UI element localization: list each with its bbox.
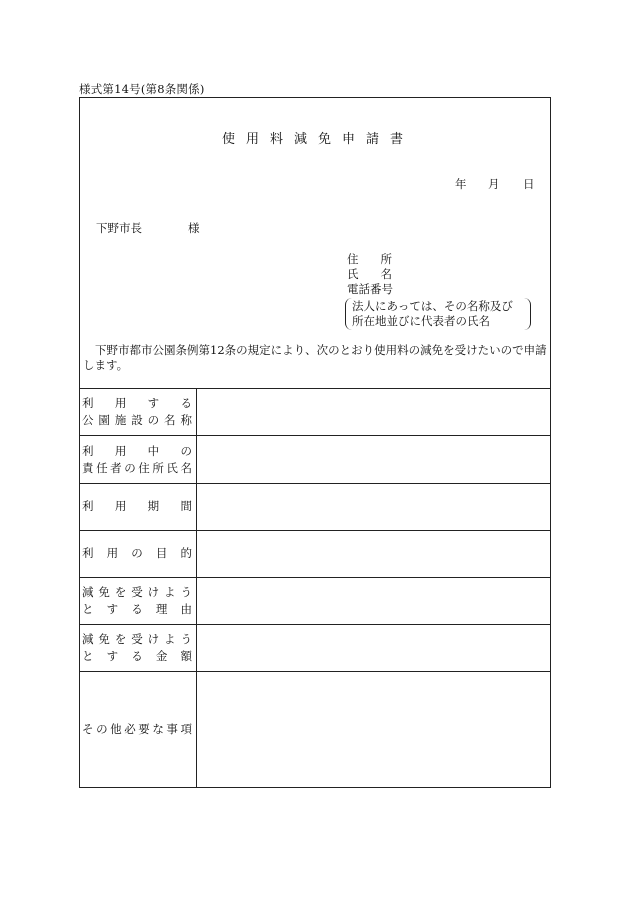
- input-reduction-amount[interactable]: [197, 625, 550, 671]
- corporate-note-line2: 所在地並びに代表者の氏名: [352, 314, 490, 328]
- title-char: 料: [269, 132, 294, 147]
- title-char: 請: [366, 132, 391, 147]
- form-number: 様式第14号(第8条関係): [79, 82, 205, 96]
- row-label-facility-name: 利 用 す る 公 園 施 設 の 名 称: [82, 396, 192, 427]
- input-other-matters[interactable]: [197, 672, 550, 787]
- title-char: 減: [293, 132, 318, 147]
- row-label-reduction-amount: 減 免 を 受 け よ う と す る 金 額: [82, 632, 192, 663]
- row-label-usage-period: 利 用 期 間: [82, 499, 192, 513]
- applicant-address-label: [347, 251, 392, 267]
- title-char: 免: [318, 132, 343, 147]
- recipient-honorific: 様: [188, 221, 200, 235]
- input-responsible-person[interactable]: [197, 436, 550, 483]
- input-usage-period[interactable]: [197, 484, 550, 530]
- label-char: 名: [380, 267, 392, 281]
- date-month: 月: [488, 177, 500, 191]
- recipient-name: 下野市長: [96, 221, 142, 235]
- label-char: 所: [380, 252, 392, 266]
- row-label-responsible-person: 利 用 中 の 責 任 者 の 住 所 氏 名: [82, 444, 192, 475]
- input-usage-purpose[interactable]: [197, 531, 550, 577]
- title-char: 使: [221, 132, 246, 147]
- corporate-note-bracket: [345, 298, 531, 330]
- row-label-usage-purpose: 利 用 の 目 的: [82, 546, 192, 560]
- date-day: 日: [523, 177, 535, 191]
- applicant-name-label: [347, 266, 392, 282]
- corporate-note-line1: 法人にあっては、その名称及び: [352, 299, 513, 313]
- title-char: 書: [390, 132, 415, 147]
- title-char: 用: [245, 132, 270, 147]
- input-reduction-reason[interactable]: [197, 578, 550, 624]
- row-label-other-matters: そ の 他 必 要 な 事 項: [82, 722, 192, 736]
- date-year: 年: [455, 177, 467, 191]
- label-char: 住: [347, 252, 359, 266]
- label-char: 氏: [347, 267, 359, 281]
- row-label-reduction-reason: 減 免 を 受 け よ う と す る 理 由: [82, 585, 192, 616]
- recipient: [96, 220, 200, 236]
- applicant-phone-label: 電話番号: [347, 282, 393, 296]
- title-char: 申: [342, 132, 367, 147]
- application-statement: 下野市都市公園条例第12条の規定により、次のとおり使用料の減免を受けたいので申請します。: [83, 343, 547, 372]
- form-title: [0, 128, 630, 147]
- input-facility-name[interactable]: [197, 389, 550, 435]
